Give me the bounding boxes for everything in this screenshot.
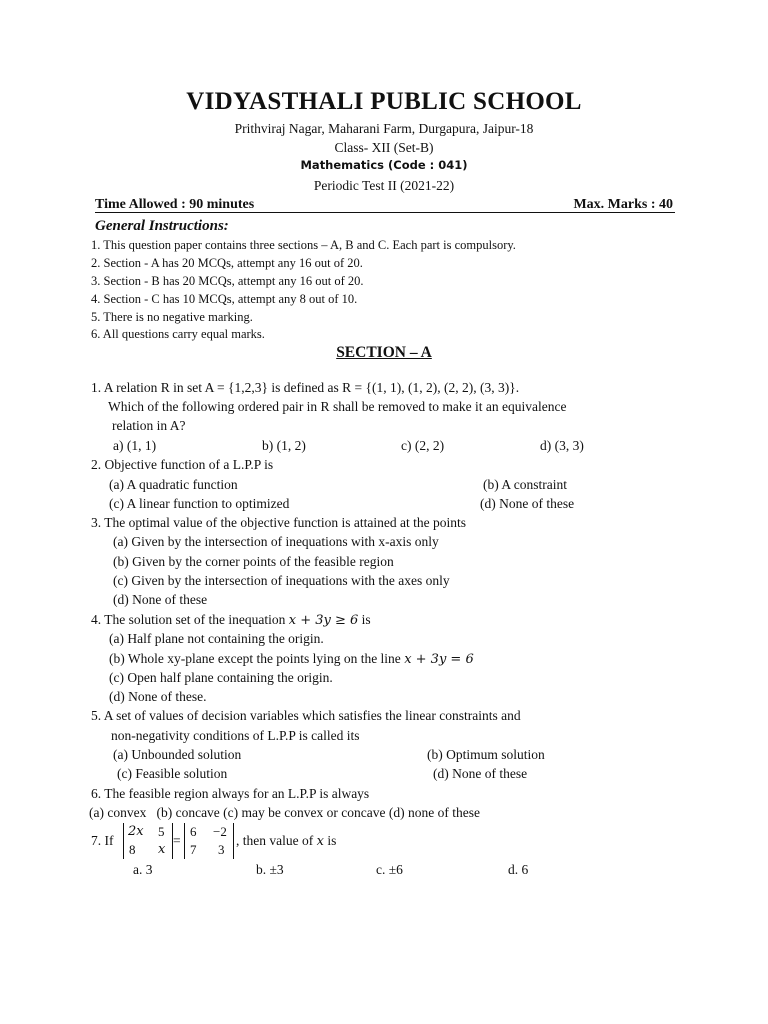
q1-option-d: d) (3, 3) (540, 438, 584, 453)
q7-option-a: a. 3 (133, 862, 153, 877)
instruction-item: 1. This question paper contains three sections – A, B and C. Each part is compulsory. (91, 238, 516, 252)
q4-text (91, 612, 371, 628)
q7-suffix (236, 833, 336, 849)
class-label: Class- XII (Set-B) (334, 140, 434, 155)
q3-option-a: (a) Given by the intersection of inequations with x-axis only (113, 534, 439, 549)
det-cell: 5 (158, 824, 165, 839)
q5-option-b: (b) Optimum solution (427, 747, 545, 762)
test-label: Periodic Test II (2021-22) (313, 178, 455, 193)
q5-text: 5. A set of values of decision variables which satisfies the linear constraints and (91, 708, 521, 723)
school-address: Prithviraj Nagar, Maharani Farm, Durgapura, Jaipur-18 (234, 121, 534, 136)
q1-option-c: c) (2, 2) (401, 438, 445, 453)
q6-text: 6. The feasible region always for an L.P.P is always (91, 786, 370, 801)
q5-text: non-negativity conditions of L.P.P is called its (111, 728, 360, 743)
q2-option-a: (a) A quadratic function (109, 477, 238, 492)
q7-prefix: 7. If (91, 833, 114, 848)
instruction-item: 6. All questions carry equal marks. (91, 327, 265, 341)
q3-option-b: (b) Given by the corner points of the feasible region (113, 554, 394, 569)
q4-option-a: (a) Half plane not containing the origin. (109, 631, 324, 646)
q7-equals: = (173, 833, 181, 848)
q2-option-d: (d) None of these (480, 496, 575, 511)
q4-option-b-line: x + 3y = 6 (404, 652, 474, 667)
q7-option-d: d. 6 (508, 862, 529, 877)
q3-text: 3. The optimal value of the objective function is attained at the points (91, 515, 467, 530)
q4-prefix: 4. The solution set of the inequation (91, 612, 286, 627)
q2-option-c: (c) A linear function to optimized (109, 496, 290, 511)
det-cell: 6 (190, 824, 197, 839)
q4-inequation: x + 3y ≥ 6 (288, 613, 359, 628)
det-cell: 2x (128, 824, 144, 839)
school-name: VIDYASTHALI PUBLIC SCHOOL (186, 88, 582, 115)
q7-determinant-left (123, 823, 173, 859)
section-heading: SECTION – A (336, 344, 432, 361)
q4-option-b (109, 651, 474, 667)
q7-option-b: b. ±3 (256, 862, 284, 877)
q4-option-d: (d) None of these. (109, 689, 207, 704)
q1-option-b: b) (1, 2) (262, 438, 306, 453)
q7-option-c: c. ±6 (376, 862, 403, 877)
q4-option-c: (c) Open half plane containing the origin. (109, 670, 333, 685)
det-cell: 3 (218, 842, 225, 857)
q4-is: is (361, 612, 371, 627)
instruction-item: 2. Section - A has 20 MCQs, attempt any 16 out of 20. (91, 256, 363, 270)
q1-option-a: a) (1, 1) (113, 438, 157, 453)
instruction-item: 4. Section - C has 10 MCQs, attempt any 8 out of 10. (91, 292, 358, 306)
q7-suffix-text: , then value of (236, 833, 314, 848)
det-cell: −2 (213, 824, 227, 839)
det-cell: 7 (190, 842, 197, 857)
q5-option-d: (d) None of these (433, 766, 528, 781)
det-cell: x (158, 842, 166, 857)
max-marks: Max. Marks : 40 (573, 197, 673, 212)
q3-option-d: (d) None of these (113, 592, 208, 607)
q2-option-b: (b) A constraint (483, 477, 567, 492)
instruction-item: 5. There is no negative marking. (91, 310, 253, 324)
q7-variable: x (316, 834, 324, 849)
q2-text: 2. Objective function of a L.P.P is (91, 457, 274, 472)
instructions-heading: General Instructions: (95, 218, 229, 234)
q5-option-a: (a) Unbounded solution (113, 747, 242, 762)
instruction-item: 3. Section - B has 20 MCQs, attempt any 16 out of 20. (91, 274, 364, 288)
q4-option-b-text: (b) Whole xy-plane except the points lying on the line (109, 651, 401, 666)
time-allowed: Time Allowed : 90 minutes (95, 197, 255, 212)
q1-text: relation in A? (112, 418, 186, 433)
subject-label: Mathematics (Code : 041) (300, 158, 468, 172)
det-cell: 8 (129, 842, 136, 857)
q1-text: 1. A relation R in set A = {1,2,3} is defined as R = {(1, 1), (1, 2), (2, 2), (3, 3)}. (91, 380, 520, 395)
q3-option-c: (c) Given by the intersection of inequations with the axes only (113, 573, 450, 588)
q6-options: (a) convex (b) concave (c) may be convex or concave (d) none of these (89, 805, 480, 820)
q7-determinant-right (184, 823, 234, 859)
q5-option-c: (c) Feasible solution (117, 766, 228, 781)
header-divider (95, 212, 675, 213)
q1-text: Which of the following ordered pair in R shall be removed to make it an equivalence (108, 399, 567, 414)
q7-is: is (327, 833, 337, 848)
